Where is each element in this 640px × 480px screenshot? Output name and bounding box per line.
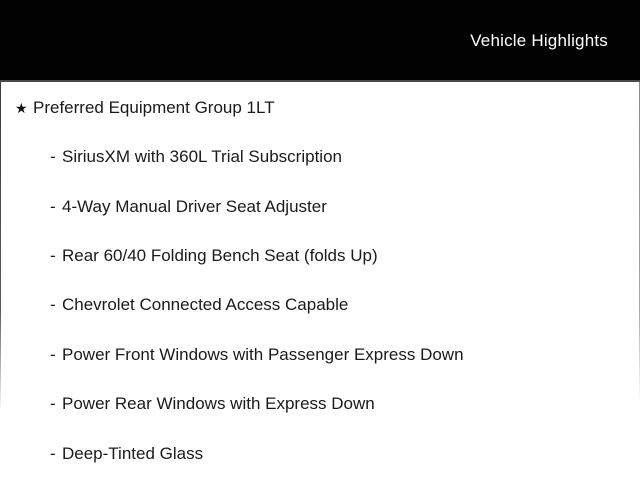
list-item-label: Rear 60/40 Folding Bench Seat (folds Up)	[62, 246, 378, 266]
list-item	[0, 231, 640, 280]
page-title: Vehicle Highlights	[470, 30, 608, 50]
list-item-label: Preferred Equipment Group 1LT	[33, 97, 275, 117]
list-item	[0, 281, 640, 330]
list-item-label: 4-Way Manual Driver Seat Adjuster	[62, 196, 327, 216]
list-item	[0, 330, 640, 379]
dash-bullet: -	[50, 246, 56, 266]
header-bar	[0, 0, 640, 82]
dash-bullet: -	[50, 147, 56, 167]
dash-bullet: -	[50, 344, 56, 364]
list-item-label: Chevrolet Connected Access Capable	[62, 295, 349, 315]
highlights-list	[0, 82, 640, 478]
list-item-group	[0, 83, 640, 132]
dash-bullet: -	[50, 295, 56, 315]
list-item	[0, 379, 640, 428]
star-icon: ★	[15, 99, 28, 116]
list-item	[0, 182, 640, 231]
list-item	[0, 132, 640, 181]
list-item-label: Power Front Windows with Passenger Express Down	[62, 344, 464, 364]
dash-bullet: -	[50, 394, 56, 414]
list-item-label: Deep-Tinted Glass	[62, 443, 204, 463]
list-item	[0, 429, 640, 478]
list-item-label: SiriusXM with 360L Trial Subscription	[62, 147, 342, 167]
dash-bullet: -	[50, 196, 56, 216]
dash-bullet: -	[50, 443, 56, 463]
list-item-label: Power Rear Windows with Express Down	[62, 394, 375, 414]
